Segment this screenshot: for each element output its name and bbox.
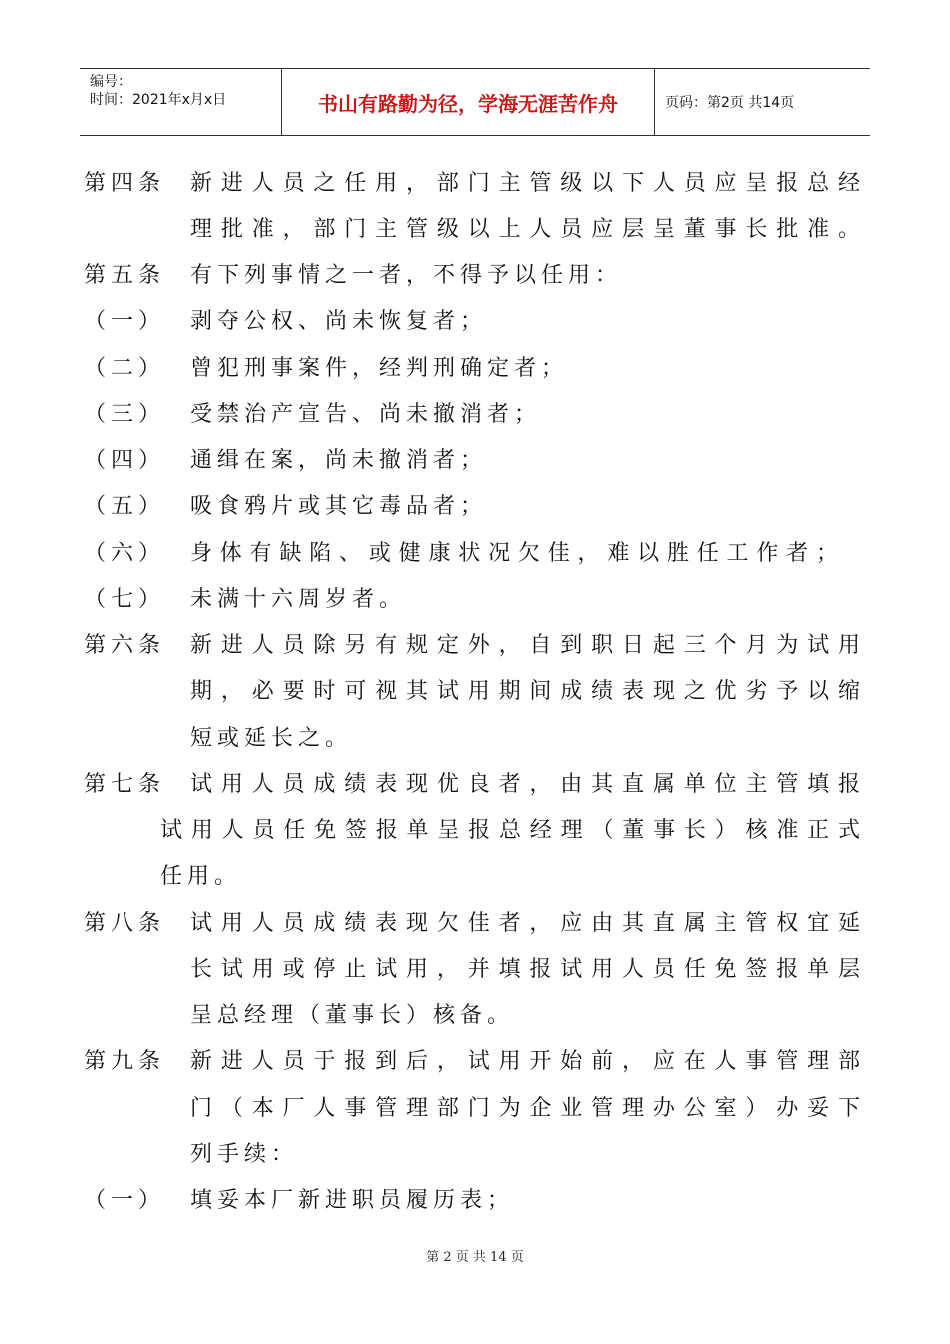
article-text: 新进人员之任用，部门主管级以下人员应呈报总经 <box>190 171 860 196</box>
item-text: 通缉在案，尚未撤消者； <box>190 448 488 473</box>
page-header <box>80 68 870 136</box>
header-meta <box>80 69 282 135</box>
article-label: 第八条 <box>84 911 166 936</box>
page-footer: 第 2 页 共 14 页 <box>426 1250 524 1265</box>
article-text: 期，必要时可视其试用期间成绩表现之优劣予以缩 <box>190 679 860 704</box>
article-text: 任用。 <box>160 864 242 889</box>
article-label: 第五条 <box>84 263 166 288</box>
article-label: 第四条 <box>84 171 166 196</box>
article-text: 长试用或停止试用，并填报试用人员任免签报单层 <box>190 957 860 982</box>
header-motto: 书山有路勤为径，学海无涯苦作舟 <box>318 91 618 116</box>
item-text: 受禁治产宣告、尚未撤消者； <box>190 402 542 427</box>
article-text: 新进人员于报到后，试用开始前，应在人事管理部 <box>190 1049 860 1074</box>
article-text: 理批准，部门主管级以上人员应层呈董事长批准。 <box>190 217 860 242</box>
article-text: 试用人员成绩表现优良者，由其直属单位主管填报 <box>190 772 860 797</box>
doc-time-label: 时间：2021年x月x日 <box>90 92 227 108</box>
item-text: 曾犯刑事案件，经判刑确定者； <box>190 356 569 381</box>
header-motto-cell <box>282 69 655 135</box>
item-text: 填妥本厂新进职员履历表； <box>190 1188 515 1213</box>
article-label: 第九条 <box>84 1049 166 1074</box>
item-label: （六） <box>84 541 166 566</box>
article-text: 有下列事情之一者，不得予以任用： <box>190 263 623 288</box>
item-label: （一） <box>84 309 166 334</box>
item-text: 未满十六周岁者。 <box>190 587 407 612</box>
article-label: 第六条 <box>84 633 166 658</box>
item-label: （七） <box>84 587 166 612</box>
article-text: 新进人员除另有规定外，自到职日起三个月为试用 <box>190 633 860 658</box>
article-label: 第七条 <box>84 772 166 797</box>
article-text: 试用人员任免签报单呈报总经理（董事长）核准正式 <box>160 818 860 843</box>
header-page-info: 页码：第2页 共14页 <box>665 95 795 111</box>
article-text: 列手续： <box>190 1142 299 1167</box>
item-text: 吸食鸦片或其它毒品者； <box>190 494 488 519</box>
item-label: （二） <box>84 356 166 381</box>
article-text: 门（本厂人事管理部门为企业管理办公室）办妥下 <box>190 1096 860 1121</box>
article-text: 呈总经理（董事长）核备。 <box>190 1003 515 1028</box>
item-label: （一） <box>84 1188 166 1213</box>
item-label: （四） <box>84 448 166 473</box>
doc-number-label: 编号： <box>90 74 132 90</box>
article-text: 短或延长之。 <box>190 726 353 751</box>
item-text: 剥夺公权、尚未恢复者； <box>190 309 488 334</box>
item-label: （三） <box>84 402 166 427</box>
item-text: 身体有缺陷、或健康状况欠佳，难以胜任工作者； <box>190 541 838 566</box>
article-text: 试用人员成绩表现欠佳者，应由其直属主管权宜延 <box>190 911 860 936</box>
item-label: （五） <box>84 494 166 519</box>
